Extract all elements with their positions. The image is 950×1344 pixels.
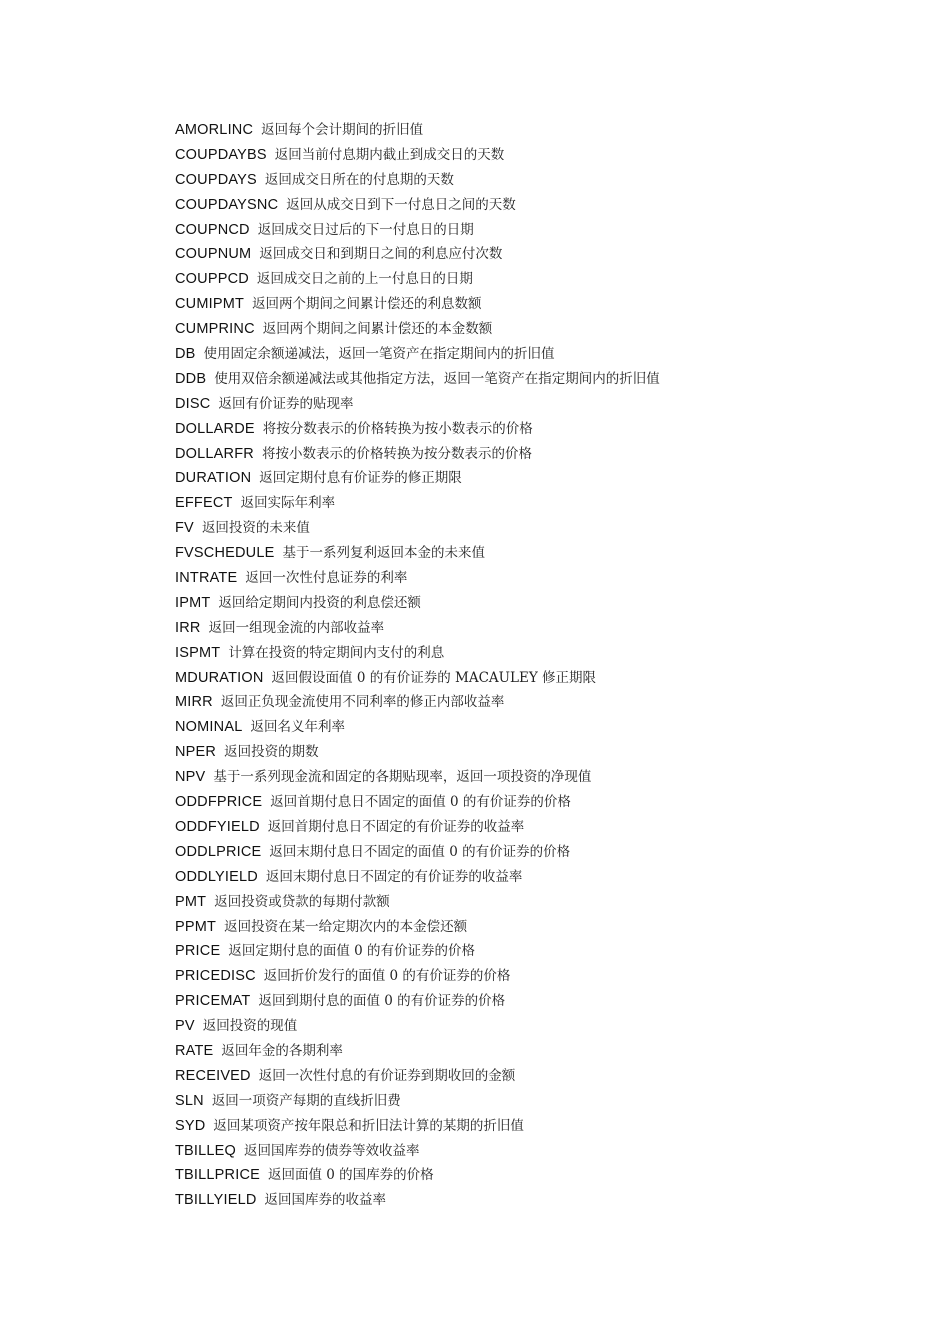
function-row — [175, 865, 660, 890]
function-description: 将按小数表示的价格转换为按分数表示的价格 — [261, 445, 532, 462]
function-name: ODDFYIELD — [175, 818, 260, 835]
function-name: COUPDAYS — [175, 171, 257, 188]
function-name: INTRATE — [175, 570, 238, 587]
function-description: 返回给定期间内投资的利息偿还额 — [218, 594, 421, 611]
function-row — [175, 690, 660, 715]
function-description: 返回末期付息日不固定的面值 0 的有价证券的价格 — [269, 843, 571, 860]
function-row — [175, 118, 660, 143]
function-description: 计算在投资的特定期间内支付的利息 — [228, 644, 445, 661]
function-description: 返回两个期间之间累计偿还的利息数额 — [252, 296, 482, 313]
function-row — [175, 367, 660, 392]
function-row — [175, 1188, 660, 1213]
function-name: DOLLARDE — [175, 420, 255, 437]
function-name: TBILLPRICE — [175, 1167, 260, 1184]
function-row — [175, 740, 660, 765]
function-description: 返回到期付息的面值 0 的有价证券的价格 — [258, 993, 506, 1010]
function-name: PPMT — [175, 918, 217, 935]
function-name: RECEIVED — [175, 1067, 251, 1084]
function-description: 返回正负现金流使用不同利率的修正内部收益率 — [220, 694, 505, 711]
function-description: 返回当前付息期内截止到成交日的天数 — [274, 146, 505, 163]
function-row — [175, 1139, 660, 1164]
function-row — [175, 442, 660, 467]
function-row — [175, 466, 660, 491]
function-description: 返回首期付息日不固定的有价证券的收益率 — [267, 818, 525, 835]
function-description: 返回每个会计期间的折旧值 — [261, 122, 424, 138]
function-row — [175, 516, 660, 541]
function-name: DB — [175, 346, 196, 363]
function-name: IRR — [175, 619, 201, 636]
function-name: COUPNCD — [175, 221, 250, 238]
function-description: 返回末期付息日不固定的有价证券的收益率 — [265, 868, 523, 885]
function-description: 返回投资的期数 — [224, 744, 319, 761]
function-name: ISPMT — [175, 644, 221, 661]
function-row — [175, 815, 660, 840]
function-description: 返回面值 0 的国库券的价格 — [268, 1167, 434, 1184]
function-row — [175, 939, 660, 964]
function-description: 返回两个期间之间累计偿还的本金数额 — [262, 321, 493, 338]
function-description: 返回国库券的收益率 — [264, 1192, 387, 1209]
function-name: ODDFPRICE — [175, 794, 263, 811]
function-description: 返回成交日之前的上一付息日的日期 — [256, 271, 473, 288]
function-row — [175, 1064, 660, 1089]
function-name: TBILLEQ — [175, 1142, 237, 1159]
function-name: FV — [175, 520, 194, 537]
function-row — [175, 1089, 660, 1114]
function-row — [175, 317, 660, 342]
function-description: 返回折价发行的面值 0 的有价证券的价格 — [263, 968, 511, 985]
function-description: 返回成交日和到期日之间的利息应付次数 — [259, 246, 503, 263]
function-row — [175, 790, 660, 815]
function-row — [175, 491, 660, 516]
function-description: 返回投资或贷款的每期付款额 — [214, 893, 390, 910]
function-description: 返回假设面值 0 的有价证券的 MACAULEY 修正期限 — [271, 669, 597, 686]
function-description: 使用双倍余额递减法或其他指定方法，返回一笔资产在指定期间内的折旧值 — [214, 370, 660, 387]
function-description: 返回定期付息有价证券的修正期限 — [259, 470, 462, 487]
function-name: RATE — [175, 1042, 214, 1059]
function-description: 返回国库券的债券等效收益率 — [244, 1142, 420, 1159]
function-description: 返回定期付息的面值 0 的有价证券的价格 — [228, 943, 475, 960]
function-row — [175, 591, 660, 616]
function-description: 返回一组现金流的内部收益率 — [208, 619, 385, 636]
function-row — [175, 890, 660, 915]
function-name: DOLLARFR — [175, 445, 254, 462]
function-description: 基于一系列复利返回本金的未来值 — [282, 545, 485, 562]
function-description: 使用固定余额递减法，返回一笔资产在指定期间内的折旧值 — [203, 346, 555, 363]
function-row — [175, 292, 660, 317]
function-row — [175, 641, 660, 666]
function-name: COUPNUM — [175, 246, 252, 263]
function-row — [175, 840, 660, 865]
function-description: 返回某项资产按年限总和折旧法计算的某期的折旧值 — [213, 1117, 524, 1134]
function-description: 返回投资在某一给定期次内的本金偿还额 — [224, 918, 468, 935]
function-description: 返回成交日所在的付息期的天数 — [264, 171, 454, 188]
function-name: PV — [175, 1018, 195, 1035]
function-description: 返回名义年利率 — [250, 719, 345, 736]
function-description: 基于一系列现金流和固定的各期贴现率，返回一项投资的净现值 — [213, 769, 592, 786]
function-name: SLN — [175, 1092, 204, 1109]
function-row — [175, 989, 660, 1014]
function-row — [175, 541, 660, 566]
function-name: NPER — [175, 744, 217, 761]
function-row — [175, 964, 660, 989]
function-description: 返回从成交日到下一付息日之间的天数 — [286, 196, 516, 213]
function-description: 返回一项资产每期的直线折旧费 — [211, 1092, 401, 1109]
function-name: DURATION — [175, 470, 252, 487]
function-row — [175, 1039, 660, 1064]
function-name: EFFECT — [175, 495, 233, 512]
function-name: NOMINAL — [175, 719, 243, 736]
function-name: MIRR — [175, 694, 213, 711]
function-name: AMORLINC — [175, 122, 254, 138]
function-name: DDB — [175, 370, 207, 387]
function-name: CUMPRINC — [175, 321, 255, 338]
function-name: IPMT — [175, 594, 211, 611]
function-row — [175, 765, 660, 790]
function-row — [175, 566, 660, 591]
function-name: DISC — [175, 395, 211, 412]
function-row — [175, 242, 660, 267]
function-name: COUPPCD — [175, 271, 249, 288]
function-row — [175, 168, 660, 193]
function-row — [175, 193, 660, 218]
function-description: 返回实际年利率 — [240, 495, 336, 512]
function-row — [175, 267, 660, 292]
function-row — [175, 392, 660, 417]
function-description: 返回首期付息日不固定的面值 0 的有价证券的价格 — [270, 794, 571, 811]
function-description: 返回一次性付息证券的利率 — [245, 570, 408, 587]
function-description: 返回有价证券的贴现率 — [218, 395, 354, 412]
function-name: PRICEMAT — [175, 993, 251, 1010]
function-row — [175, 1014, 660, 1039]
function-name: PMT — [175, 893, 207, 910]
function-list — [175, 118, 660, 1213]
function-description: 返回投资的现值 — [202, 1018, 298, 1035]
function-name: PRICE — [175, 943, 221, 960]
function-description: 返回一次性付息的有价证券到期收回的金额 — [258, 1067, 516, 1084]
function-name: ODDLYIELD — [175, 868, 258, 885]
function-row — [175, 616, 660, 641]
function-row — [175, 342, 660, 367]
function-name: ODDLPRICE — [175, 843, 262, 860]
function-name: PRICEDISC — [175, 968, 256, 985]
function-name: CUMIPMT — [175, 296, 245, 313]
function-row — [175, 1163, 660, 1188]
function-name: COUPDAYBS — [175, 146, 267, 163]
function-row — [175, 417, 660, 442]
function-row — [175, 915, 660, 940]
function-name: SYD — [175, 1117, 206, 1134]
function-row — [175, 666, 660, 691]
function-name: TBILLYIELD — [175, 1192, 257, 1209]
function-row — [175, 218, 660, 243]
function-name: NPV — [175, 769, 206, 786]
function-name: COUPDAYSNC — [175, 196, 279, 213]
function-name: FVSCHEDULE — [175, 545, 275, 562]
function-name: MDURATION — [175, 669, 264, 686]
function-description: 返回投资的未来值 — [201, 520, 310, 537]
function-row — [175, 715, 660, 740]
function-description: 返回年金的各期利率 — [221, 1042, 343, 1059]
function-description: 将按分数表示的价格转换为按小数表示的价格 — [262, 420, 533, 437]
function-row — [175, 1114, 660, 1139]
function-row — [175, 143, 660, 168]
function-description: 返回成交日过后的下一付息日的日期 — [257, 221, 474, 238]
